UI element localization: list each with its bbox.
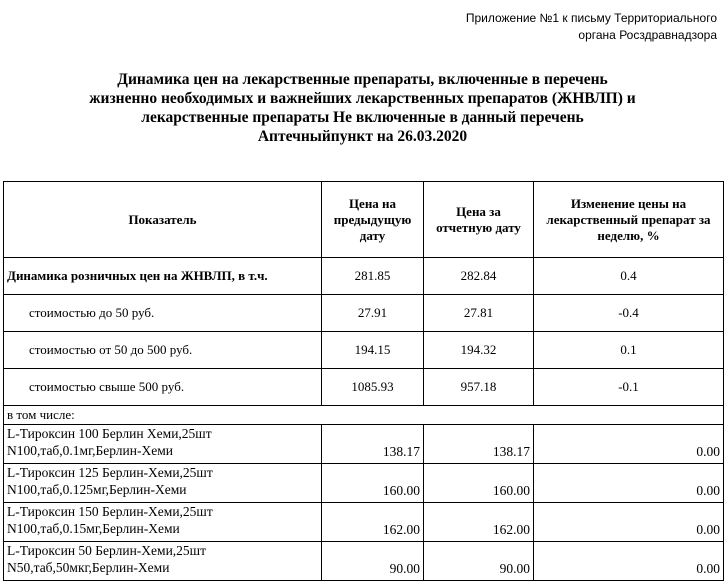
- table-row: [4, 503, 724, 542]
- drug-name-line-2: N100,таб,0.125мг,Берлин-Хеми: [7, 482, 187, 497]
- table-header-row: [4, 182, 724, 258]
- change-cell: 0.1: [534, 332, 724, 369]
- title-line-3: лекарственные препараты Не включенные в данный перечень: [141, 109, 584, 126]
- change-cell: 0.00: [534, 503, 724, 542]
- prev-price-cell: 1085.93: [322, 369, 424, 406]
- table-row: [4, 295, 724, 332]
- drug-name-cell: [4, 425, 322, 464]
- prev-price-cell: 162.00: [322, 503, 424, 542]
- prev-price-cell: 160.00: [322, 464, 424, 503]
- change-cell: -0.1: [534, 369, 724, 406]
- drug-name-line-1: L-Тироксин 125 Берлин-Хеми,25шт: [7, 465, 213, 480]
- title-line-4: Аптечныйпункт на 26.03.2020: [257, 128, 468, 145]
- drug-name-cell: [4, 464, 322, 503]
- change-cell: -0.4: [534, 295, 724, 332]
- report-price-cell: 90.00: [424, 542, 534, 581]
- report-price-cell: 138.17: [424, 425, 534, 464]
- section-row: [4, 406, 724, 425]
- drug-name-cell: [4, 503, 322, 542]
- prev-price-cell: 281.85: [322, 258, 424, 295]
- annex-line-1: Приложение №1 к письму Территориального: [465, 11, 717, 25]
- drug-name-line-1: L-Тироксин 150 Берлин-Хеми,25шт: [7, 504, 213, 519]
- row-label: Динамика розничных цен на ЖНВЛП, в т.ч.: [4, 258, 322, 295]
- drug-name-line-1: L-Тироксин 100 Берлин Хеми,25шт: [7, 426, 212, 441]
- row-label: стоимостью до 50 руб.: [4, 295, 322, 332]
- drug-name-line-1: L-Тироксин 50 Берлин-Хеми,25шт: [7, 543, 206, 558]
- header-prev-price: Цена на предыдущую дату: [322, 182, 424, 258]
- prev-price-cell: 27.91: [322, 295, 424, 332]
- title-line-2: жизненно необходимых и важнейших лекарственных препаратов (ЖНВЛП) и: [89, 90, 636, 107]
- row-label: стоимостью от 50 до 500 руб.: [4, 332, 322, 369]
- prev-price-cell: 194.15: [322, 332, 424, 369]
- report-price-cell: 27.81: [424, 295, 534, 332]
- change-cell: 0.00: [534, 464, 724, 503]
- report-price-cell: 282.84: [424, 258, 534, 295]
- header-change: Изменение цены на лекарственный препарат за неделю, %: [534, 182, 724, 258]
- row-label: стоимостью свыше 500 руб.: [4, 369, 322, 406]
- drug-name-line-2: N50,таб,50мкг,Берлин-Хеми: [7, 560, 170, 575]
- table-row: [4, 369, 724, 406]
- prev-price-cell: 90.00: [322, 542, 424, 581]
- table-row: [4, 464, 724, 503]
- change-cell: 0.00: [534, 542, 724, 581]
- table-row: [4, 332, 724, 369]
- change-cell: 0.4: [534, 258, 724, 295]
- drug-name-cell: [4, 542, 322, 581]
- document-title: [40, 70, 685, 146]
- report-price-cell: 957.18: [424, 369, 534, 406]
- section-label: в том числе:: [4, 406, 724, 425]
- price-table: [3, 181, 724, 581]
- table-row: [4, 425, 724, 464]
- drug-name-line-2: N100,таб,0.15мг,Берлин-Хеми: [7, 521, 180, 536]
- drug-name-line-2: N100,таб,0.1мг,Берлин-Хеми: [7, 443, 173, 458]
- table-row: [4, 542, 724, 581]
- report-price-cell: 194.32: [424, 332, 534, 369]
- title-line-1: Динамика цен на лекарственные препараты, включенные в перечень: [117, 71, 608, 88]
- prev-price-cell: 138.17: [322, 425, 424, 464]
- header-indicator: Показатель: [4, 182, 322, 258]
- report-price-cell: 162.00: [424, 503, 534, 542]
- annex-line-2: органа Росздравнадзора: [578, 28, 717, 42]
- report-price-cell: 160.00: [424, 464, 534, 503]
- annex-note: [387, 10, 717, 44]
- change-cell: 0.00: [534, 425, 724, 464]
- header-report-price: Цена за отчетную дату: [424, 182, 534, 258]
- table-row: [4, 258, 724, 295]
